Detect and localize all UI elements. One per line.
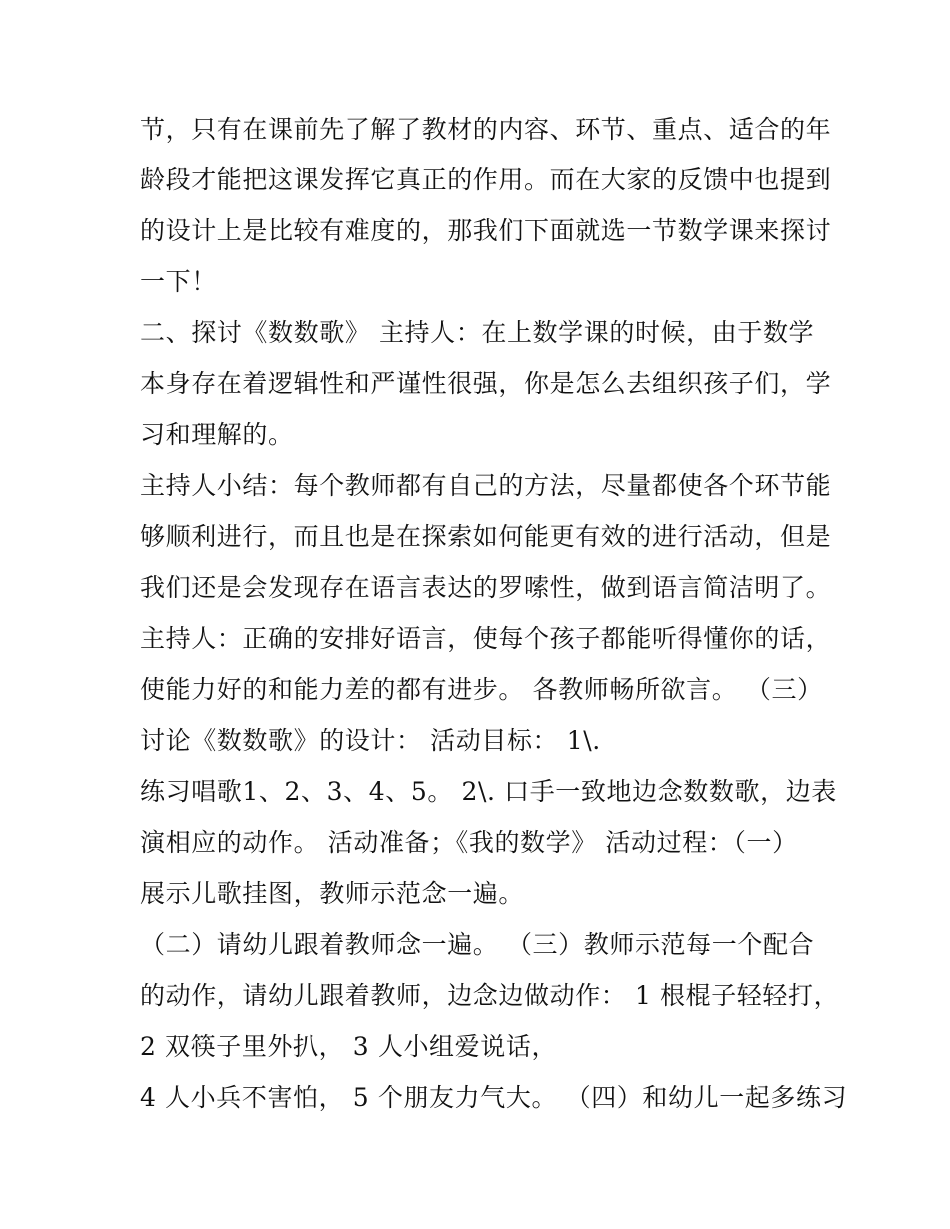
- text-line: （二）请幼儿跟着教师念一遍。 （三）教师示范每一个配合: [140, 930, 815, 959]
- text-line: 讨论《数数歌》的设计： 活动目标： 1\.: [140, 726, 601, 755]
- text-line: 节，只有在课前先了解了教材的内容、环节、重点、适合的年: [140, 115, 832, 144]
- text-line: 2 双筷子里外扒， 3 人小组爱说话，: [140, 1032, 558, 1061]
- text-line: 4 人小兵不害怕， 5 个朋友力气大。 （四）和幼儿一起多练习: [140, 1083, 848, 1112]
- text-line: 我们还是会发现存在语言表达的罗嗦性，做到语言简洁明了。: [140, 573, 832, 602]
- text-line: 的动作，请幼儿跟着教师，边念边做动作： 1 根棍子轻轻打，: [140, 981, 840, 1010]
- text-line: 使能力好的和能力差的都有进步。 各教师畅所欲言。 （三）: [140, 675, 823, 704]
- text-line: 二、探讨《数数歌》 主持人：在上数学课的时候，由于数学: [140, 318, 815, 347]
- text-line: 练习唱歌1、2、3、4、5。 2\. 口手一致地边念数数歌，边表: [140, 777, 837, 806]
- text-line: 展示儿歌挂图，教师示范念一遍。: [140, 879, 525, 908]
- text-line: 的设计上是比较有难度的，那我们下面就选一节数学课来探讨: [140, 216, 832, 245]
- text-line: 龄段才能把这课发挥它真正的作用。而在大家的反馈中也提到: [140, 165, 832, 194]
- text-line: 够顺利进行，而且也是在探索如何能更有效的进行活动，但是: [140, 522, 832, 551]
- text-line: 演相应的动作。 活动准备；《我的数学》 活动过程：（一）: [140, 828, 798, 857]
- text-line: 主持人：正确的安排好语言，使每个孩子都能听得懂你的话，: [140, 624, 832, 653]
- text-line: 一下！: [140, 267, 217, 296]
- text-line: 主持人小结：每个教师都有自己的方法，尽量都使各个环节能: [140, 471, 832, 500]
- text-line: 习和理解的。: [140, 420, 294, 449]
- text-line: 本身存在着逻辑性和严谨性很强，你是怎么去组织孩子们，学: [140, 369, 832, 398]
